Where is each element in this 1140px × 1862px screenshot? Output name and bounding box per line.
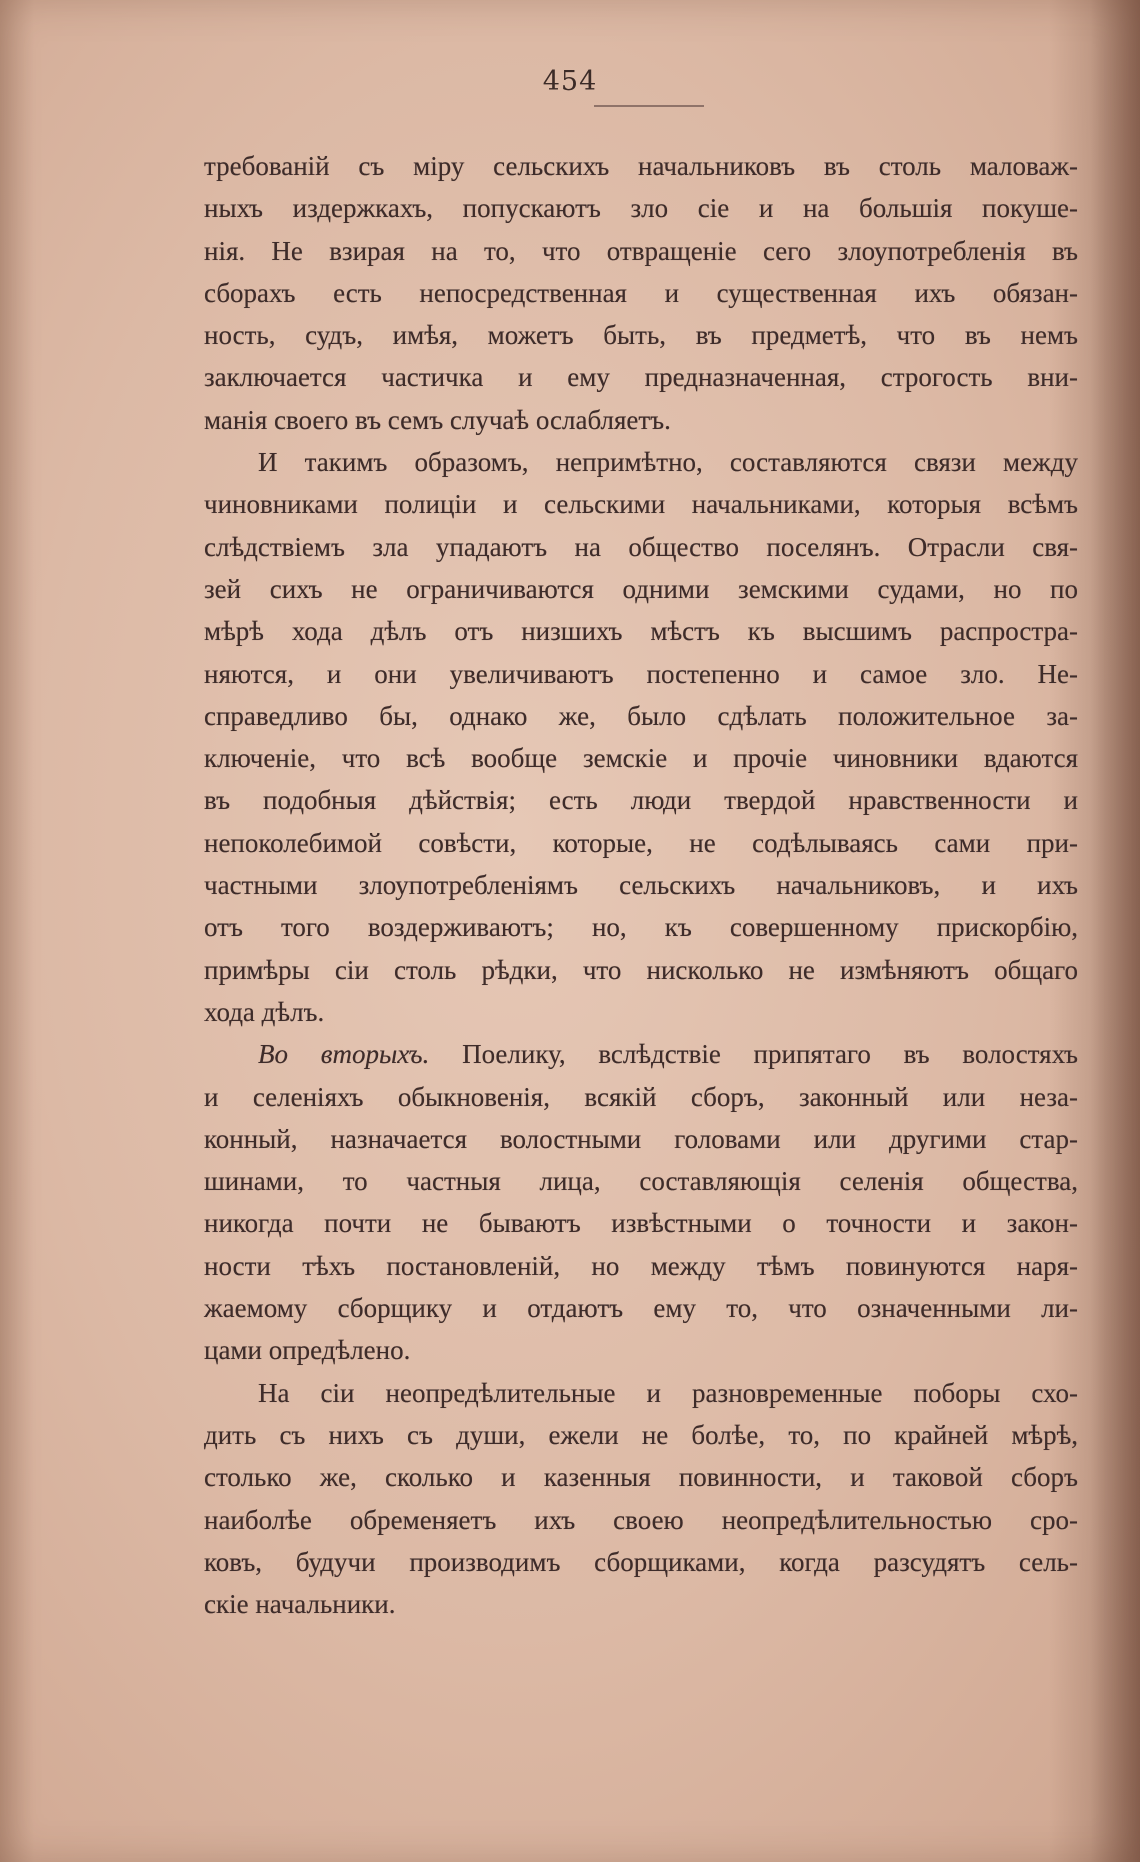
text-line: примѣры сіи столь рѣдки, что нисколько не измѣняютъ общаго — [204, 954, 1078, 985]
text-line: слѣдствіемъ зла упадаютъ на общество поселянъ. Отрасли свя- — [204, 531, 1078, 562]
text-line: ковъ, будучи производимъ сборщиками, когда разсудятъ сель- — [204, 1546, 1078, 1577]
body-text — [204, 145, 1078, 1625]
text-line: хода дѣлъ. — [204, 996, 325, 1027]
page-number: 454 — [542, 66, 598, 97]
text-line: отъ того воздерживаютъ; но, къ совершенному прискорбію, — [204, 912, 1078, 943]
text-line: и селеніяхъ обыкновенія, всякій сборъ, законный или неза- — [204, 1081, 1078, 1112]
text-line: частными злоупотребленіямъ сельскихъ начальниковъ, и ихъ — [204, 870, 1078, 901]
text-line: жаемому сборщику и отдаютъ ему то, что означенными ли- — [204, 1293, 1078, 1324]
text-line: ность, судъ, имѣя, можетъ быть, въ предметѣ, что въ немъ — [204, 320, 1078, 351]
text-line: справедливо бы, однако же, было сдѣлать положительное за- — [204, 700, 1078, 731]
text-line: столько же, сколько и казенныя повинности, и таковой сборъ — [204, 1462, 1078, 1493]
text-line: сборахъ есть непосредственная и существенная ихъ обязан- — [204, 277, 1078, 308]
text-line: зей сихъ не ограничиваются одними земскими судами, но по — [204, 573, 1078, 604]
text-line: требованій съ міру сельскихъ начальниковъ въ столь маловаж- — [204, 151, 1078, 181]
text-line: няются, и они увеличиваютъ постепенно и самое зло. Не- — [204, 658, 1078, 689]
page-number-rule — [594, 105, 704, 107]
text-line: На сіи неопредѣлительные и разновременные поборы схо- — [258, 1377, 1078, 1408]
text-line: нія. Не взирая на то, что отвращеніе сего злоупотребленія въ — [204, 235, 1078, 266]
text-line: И такимъ образомъ, непримѣтно, составляются связи между — [258, 447, 1078, 478]
text-line: ключеніе, что всѣ вообще земскіе и прочіе чиновники вдаются — [204, 743, 1078, 774]
page-gutter-shadow — [1090, 0, 1140, 1862]
text-line: цами опредѣлено. — [204, 1335, 411, 1366]
text-line: чиновниками полиціи и сельскими начальниками, которыя всѣмъ — [204, 489, 1078, 520]
text-line: никогда почти не бываютъ извѣстными о точности и закон- — [204, 1208, 1078, 1239]
text-line: дить съ нихъ съ души, ежели не болѣе, то, по крайней мѣрѣ, — [204, 1419, 1078, 1450]
text-line: въ подобныя дѣйствія; есть люди твердой нравственности и — [204, 785, 1078, 816]
text-line: шинами, то частныя лица, составляющія селенія общества, — [204, 1166, 1078, 1197]
emphasis-lead: Во вторыхъ. — [258, 1039, 430, 1070]
text-line: манія своего въ семъ случаѣ ослабляетъ. — [204, 404, 671, 435]
text-line: конный, назначается волостными головами или другими стар- — [204, 1123, 1078, 1154]
text-line: наиболѣе обременяетъ ихъ своею неопредѣлительностью сро- — [204, 1504, 1078, 1535]
text-line-remainder: Поелику, вслѣдствіе припятаго въ волостяхъ — [462, 1039, 1078, 1070]
text-line: мѣрѣ хода дѣлъ отъ низшихъ мѣстъ къ высшимъ распростра- — [204, 616, 1078, 647]
text-line: заключается частичка и ему предназначенная, строгость вни- — [204, 362, 1078, 393]
text-line-with-emphasis — [204, 1033, 1078, 1075]
text-line: скіе начальники. — [204, 1589, 396, 1620]
text-line: ныхъ издержкахъ, попускаютъ зло сіе и на большія покуше- — [204, 193, 1078, 224]
text-line: непоколебимой совѣсти, которые, не содѣлываясь сами при- — [204, 827, 1078, 858]
text-line: ности тѣхъ постановленій, но между тѣмъ повинуются наря- — [204, 1250, 1078, 1281]
